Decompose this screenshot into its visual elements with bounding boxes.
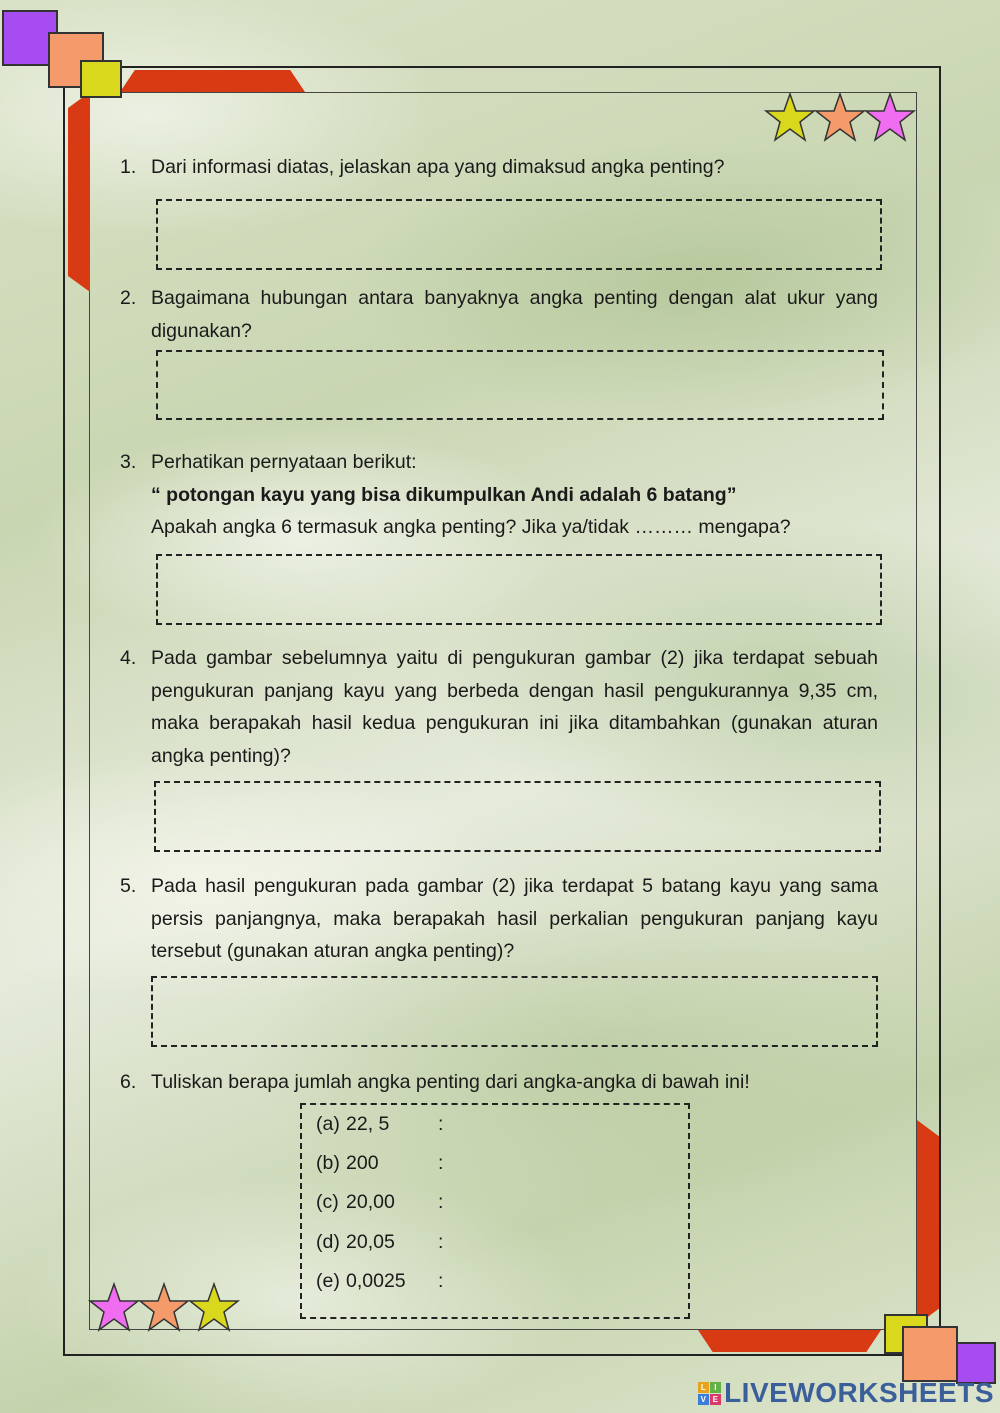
answer-box-1[interactable] [156,199,882,270]
star-icon [88,1282,140,1332]
stars-top [764,92,914,142]
star-icon [814,92,866,142]
star-icon [764,92,816,142]
accent-left [68,92,90,292]
question-text: Pada hasil pengukuran pada gambar (2) jika terdapat 5 batang kayu yang sama persis panjangnya, maka berapakah hasil perkalian pengukuran panjang kayu tersebut (gunakan aturan angka penting)? [151,875,878,962]
list-item[interactable]: (b) 200 : [316,1152,444,1174]
quote-text: “ potongan kayu yang bisa dikumpulkan Andi adalah 6 batang” [151,483,737,506]
question-number: 6. [120,1071,137,1093]
question-text-follow: Apakah angka 6 termasuk angka penting? Jika ya/tidak ……… mengapa? [151,516,791,538]
liveworksheets-logo-icon: L I V E [698,1382,721,1405]
question-3 [120,446,878,544]
stars-bottom [88,1282,238,1332]
corner-square-yellow [80,60,122,98]
question-number: 1. [120,156,137,178]
question-number: 3. [120,451,137,473]
question-4 [120,642,878,772]
question-5 [120,870,878,968]
star-icon [138,1282,190,1332]
star-icon [864,92,916,142]
list-item[interactable]: (d) 20,05 : [316,1231,444,1253]
accent-right [917,1120,939,1325]
liveworksheets-watermark[interactable] [698,1377,994,1409]
question-number: 4. [120,647,137,669]
question-text: Bagaimana hubungan antara banyaknya angka penting dengan alat ukur yang digunakan? [151,287,878,342]
question-2 [120,282,878,347]
question-number: 5. [120,875,137,897]
answer-box-4[interactable] [154,781,881,852]
answer-box-5[interactable] [151,976,878,1047]
accent-bottom [698,1330,881,1352]
list-item[interactable]: (e) 0,0025 : [316,1270,444,1292]
answer-box-3[interactable] [156,554,882,625]
question-6 [120,1066,878,1099]
question-text: Dari informasi diatas, jelaskan apa yang dimaksud angka penting? [151,156,725,178]
question-text: Perhatikan pernyataan berikut: [151,451,417,473]
watermark-text: LIVEWORKSHEETS [724,1377,994,1408]
question-text: Pada gambar sebelumnya yaitu di pengukuran gambar (2) jika terdapat sebuah pengukuran panjang kayu yang berbeda dengan hasil pengukurannya 9,35 cm, maka berapakah hasil kedua pengukuran ini jika ditambahkan (gunakan aturan angka penting)? [151,647,878,767]
list-item[interactable]: (c) 20,00 : [316,1191,444,1213]
list-item[interactable]: (a) 22, 5 : [316,1113,444,1135]
corner-square-salmon-br [902,1326,958,1382]
answer-box-2[interactable] [156,350,884,420]
question-number: 2. [120,287,137,309]
star-icon [188,1282,240,1332]
answer-list-box [300,1103,690,1319]
question-text: Tuliskan berapa jumlah angka penting dari angka-angka di bawah ini! [151,1071,750,1093]
accent-top [120,70,305,92]
question-1 [120,151,878,184]
